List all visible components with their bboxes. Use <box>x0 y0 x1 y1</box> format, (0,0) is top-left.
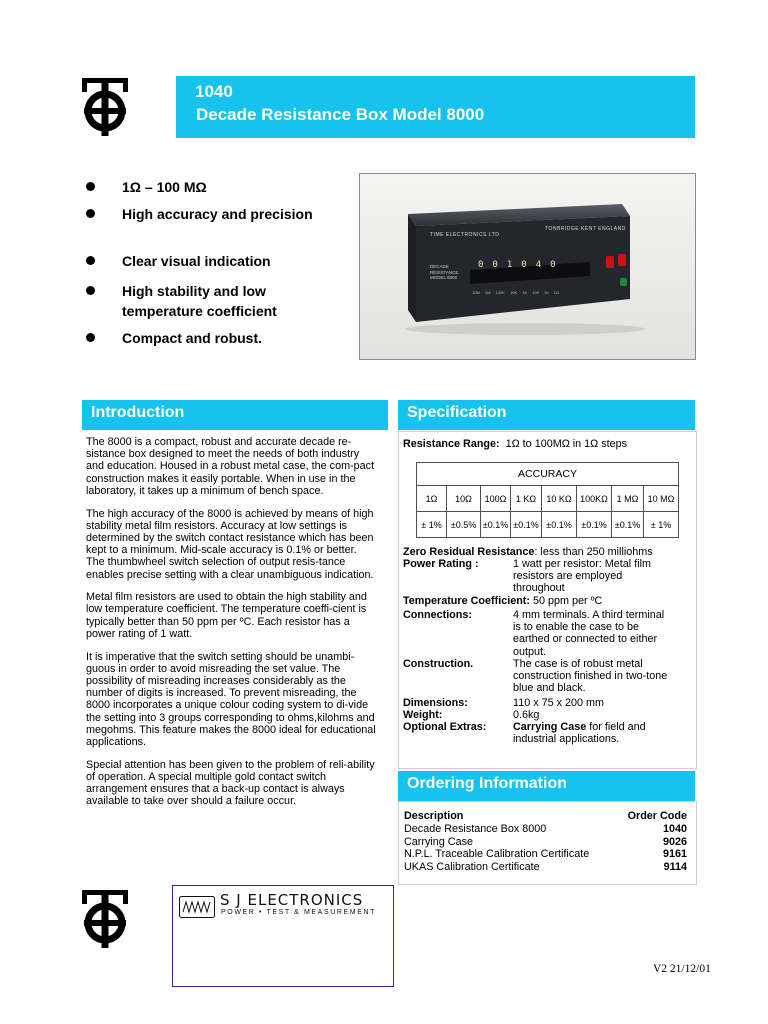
version-date: V2 21/12/01 <box>653 963 711 975</box>
photo-digits: 001040 <box>478 260 565 270</box>
waveform-logo-icon <box>179 896 215 918</box>
introduction-text <box>86 436 376 818</box>
weight-value: 0.6kg <box>513 709 540 721</box>
accuracy-range-cell: 10 MΩ <box>644 486 679 512</box>
dimensions-label: Dimensions: <box>403 697 468 709</box>
optional-extras-label: Optional Extras: <box>403 721 487 733</box>
specification-header: Specification <box>398 400 695 430</box>
resistance-range: Resistance Range: 1Ω to 100MΩ in 1Ω steps <box>403 438 628 450</box>
intro-paragraph: The high accuracy of the 8000 is achieved by means of high stability metal film resistors. Accuracy at low settings is determined by the switch contact resistance which has been kept to a minimum. Mid-scale accuracy is 0.1% or better. The thumbwheel switch selection of output resis-tance enables precise setting with a clear unambiguous indication. <box>86 507 374 581</box>
photo-brand-text: TIME ELECTRONICS LTD <box>430 232 500 238</box>
accuracy-value-cell: ±0.1% <box>612 512 644 538</box>
accuracy-table <box>416 462 679 538</box>
bullet-icon <box>86 286 95 295</box>
accuracy-range-cell: 100KΩ <box>577 486 612 512</box>
green-terminal-icon <box>620 278 627 286</box>
power-rating-label: Power Rating : <box>403 558 479 570</box>
photo-model-label: DECADE RESISTANCE MODEL 8000 <box>430 264 459 280</box>
accuracy-value-cell: ±0.5% <box>447 512 481 538</box>
accuracy-value-cell: ±0.1% <box>577 512 612 538</box>
dealer-box <box>172 885 394 987</box>
accuracy-range-cell: 1 MΩ <box>612 486 644 512</box>
ordering-row: Decade Resistance Box 8000 1040 <box>404 823 687 835</box>
dealer-tagline: POWER • TEST & MEASUREMENT <box>221 909 377 916</box>
title-banner <box>176 76 695 138</box>
bullet-icon <box>86 256 95 265</box>
photo-location-text: TONBRIDGE KENT ENGLAND <box>545 226 626 232</box>
accuracy-value-cell: ± 1% <box>417 512 447 538</box>
optional-extras-value: Carrying Case for field and industrial applications. <box>513 721 646 746</box>
accuracy-range-cell: 1Ω <box>417 486 447 512</box>
red-terminal-icon <box>606 256 614 268</box>
connections-value: 4 mm terminals. A third terminal is to enable the case to be earthed or connected to either output. <box>513 609 665 658</box>
ordering-header: Ordering Information <box>398 771 695 801</box>
bullet-icon <box>86 209 95 218</box>
intro-paragraph: The 8000 is a compact, robust and accurate decade re-sistance box designed to meet the needs of both industry and education. Housed in a robust metal case, the com-pact construction makes it easily portable. When in use in the laboratory, it takes up a minimum of bench space. <box>86 436 375 497</box>
accuracy-range-cell: 1 KΩ <box>511 486 542 512</box>
accuracy-value-cell: ±0.1% <box>542 512 577 538</box>
construction-value: The case is of robust metal construction finished in two-tone blue and black. <box>513 658 668 695</box>
intro-paragraph: Special attention has been given to the problem of reli-ability of operation. A special multiple gold contact switch arrangement ensures that a back-up contact is always available to take over should a failure occur. <box>86 758 375 808</box>
ordering-row: Carrying Case 9026 <box>404 835 687 848</box>
introduction-header: Introduction <box>82 400 388 430</box>
accuracy-range-cell: 10 KΩ <box>542 486 577 512</box>
weight-label: Weight: <box>403 709 443 721</box>
bullet-icon <box>86 182 95 191</box>
ordering-table-header: Description Order Code <box>404 810 687 822</box>
intro-paragraph: It is imperative that the switch setting should be unambi-guous in order to avoid misreading the set value. The possibility of misreading increases considerably as the number of digits is increased. To prevent misreading, the 8000 incorporates a unique colour coding system to di-vide the setting into 3 groups corresponding to ohms,kilohms and megohms. This feature makes the 8000 ideal for educational applications. <box>86 650 376 748</box>
red-terminal-icon <box>618 254 626 266</box>
accuracy-title: ACCURACY <box>417 463 679 486</box>
temperature-coefficient: Temperature Coefficient: 50 ppm per ºC <box>403 595 603 607</box>
product-code: 1040 <box>195 82 233 101</box>
accuracy-value-cell: ± 1% <box>644 512 679 538</box>
accuracy-range-cell: 10Ω <box>447 486 481 512</box>
accuracy-value-cell: ±0.1% <box>511 512 542 538</box>
zero-residual: Zero Residual Resistance: less than 250 milliohms <box>403 546 653 558</box>
photo-decade-labels: 10M 1M 100K 10K 1K 100 10 1Ω <box>472 290 559 295</box>
dealer-name: S J ELECTRONICS <box>220 891 364 909</box>
construction-label: Construction. <box>403 658 474 670</box>
ordering-row: N.P.L. Traceable Calibration Certificate 9161 <box>404 848 687 860</box>
product-photo <box>359 173 696 360</box>
ordering-row: UKAS Calibration Certificate 9114 <box>404 860 687 873</box>
connections-label: Connections: <box>403 609 472 621</box>
accuracy-value-cell: ±0.1% <box>481 512 511 538</box>
dimensions-value: 110 x 75 x 200 mm <box>513 697 605 709</box>
accuracy-range-cell: 100Ω <box>481 486 511 512</box>
power-rating-value: 1 watt per resistor: Metal film resistors are employed throughout <box>513 558 651 595</box>
page-title: Decade Resistance Box Model 8000 <box>196 105 485 124</box>
company-logo-icon <box>82 890 128 948</box>
intro-paragraph: Metal film resistors are used to obtain the high stability and low temperature coefficient. The temperature coeffi-cient is typically better than 50 ppm per ºC. Each resistor has a power rating of 1 watt. <box>86 591 367 640</box>
bullet-icon <box>86 333 95 342</box>
company-logo-icon <box>82 78 128 136</box>
